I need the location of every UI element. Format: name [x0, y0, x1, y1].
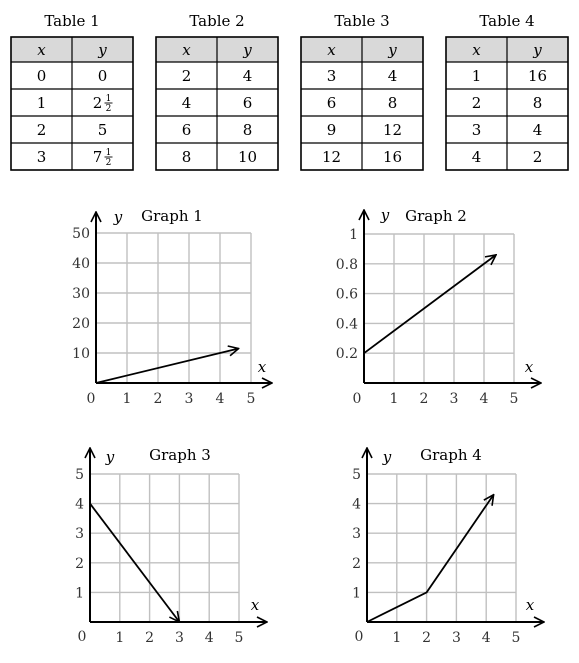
- origin-label: 0: [77, 629, 87, 645]
- y-tick-label: 5: [352, 467, 361, 483]
- table-cell-x: 6: [326, 94, 337, 112]
- y-tick-label: 0.8: [335, 256, 358, 273]
- y-tick-label: 3: [352, 526, 361, 543]
- table-cell-x: 3: [471, 121, 482, 139]
- y-tick-label: 2: [352, 555, 361, 572]
- table-cell-y: 4: [532, 121, 543, 139]
- table-cell-x: 1: [36, 94, 47, 112]
- table-cell-y: 10: [237, 148, 258, 166]
- y-tick-label: 4: [352, 496, 361, 513]
- mixed-whole: 2: [92, 94, 103, 112]
- y-tick-label: 0.6: [335, 286, 358, 303]
- table-1: [11, 12, 133, 170]
- x-tick-label: 1: [115, 630, 125, 646]
- y-tick-label: 20: [72, 316, 90, 332]
- table-cell-y: 4: [242, 67, 253, 85]
- x-tick-label: 4: [204, 630, 214, 646]
- x-tick-label: 5: [246, 391, 256, 407]
- x-axis-label: x: [524, 358, 534, 376]
- table-cell-y: 16: [527, 67, 548, 85]
- graph-1: [72, 207, 272, 407]
- y-tick-label: 1: [75, 585, 84, 602]
- y-tick-label: 1: [349, 227, 358, 243]
- x-tick-label: 2: [153, 391, 163, 407]
- table-cell-x: 2: [181, 67, 192, 85]
- y-tick-label: 0.2: [335, 346, 358, 363]
- table-cell-y: 8: [532, 94, 543, 112]
- graph-title: Graph 1: [141, 207, 203, 225]
- table-cell-x: 3: [326, 67, 337, 85]
- table-cell-y-mixed-number: [93, 148, 113, 168]
- table-title: Table 1: [44, 12, 100, 30]
- y-axis-label: y: [382, 448, 392, 466]
- x-tick-label: 3: [174, 630, 184, 646]
- table-cell-y: 4: [387, 67, 398, 85]
- x-tick-label: 1: [392, 630, 402, 646]
- x-tick-label: 2: [419, 391, 429, 407]
- table-header-y: y: [98, 41, 107, 59]
- table-title: Table 4: [479, 12, 535, 30]
- y-axis-label: y: [380, 206, 390, 224]
- table-header-x: x: [182, 41, 191, 59]
- graph-2: [336, 206, 541, 407]
- fraction-denominator: 2: [105, 104, 112, 114]
- table-title: Table 2: [189, 12, 245, 30]
- table-cell-y: 8: [387, 94, 398, 112]
- fraction-denominator: 2: [105, 158, 112, 168]
- grid: [90, 474, 239, 622]
- origin-label: 0: [354, 629, 364, 645]
- table-cell-y: 16: [382, 148, 403, 166]
- x-tick-label: 2: [145, 630, 155, 646]
- x-tick-label: 5: [511, 630, 521, 646]
- x-axis-label: x: [250, 596, 260, 614]
- y-tick-label: 2: [75, 555, 84, 572]
- x-tick-label: 3: [449, 391, 459, 407]
- origin-label: 0: [86, 391, 96, 407]
- y-tick-label: 0.4: [335, 316, 358, 333]
- table-cell-y: 5: [97, 121, 108, 139]
- table-cell-y: 8: [242, 121, 253, 139]
- y-tick-label: 5: [75, 467, 84, 483]
- x-tick-label: 5: [509, 391, 519, 407]
- table-cell-y-mixed-number: [93, 94, 113, 114]
- table-header-y: y: [243, 41, 252, 59]
- table-cell-x: 9: [326, 121, 337, 139]
- table-cell-x: 4: [471, 148, 482, 166]
- y-tick-label: 4: [75, 496, 84, 513]
- x-tick-label: 3: [184, 391, 194, 407]
- grid: [96, 233, 251, 383]
- table-cell-x: 2: [36, 121, 47, 139]
- graph-3: [75, 446, 267, 646]
- table-header-x: x: [37, 41, 46, 59]
- tables-layer: [11, 12, 568, 170]
- y-tick-label: 50: [72, 226, 90, 242]
- table-cell-y: 0: [97, 67, 108, 85]
- fraction-numerator: 1: [105, 94, 112, 104]
- table-cell-x: 12: [321, 148, 342, 166]
- table-4: [446, 12, 568, 170]
- table-cell-y: 12: [382, 121, 403, 139]
- table-cell-y: 2: [532, 148, 543, 166]
- table-cell-x: 4: [181, 94, 192, 112]
- y-tick-label: 10: [72, 346, 90, 362]
- y-tick-label: 40: [72, 256, 90, 272]
- table-cell-x: 0: [36, 67, 47, 85]
- x-tick-label: 3: [451, 630, 461, 646]
- origin-label: 0: [352, 391, 362, 407]
- x-tick-label: 4: [481, 630, 491, 646]
- table-3: [301, 12, 423, 170]
- y-tick-label: 3: [75, 526, 84, 543]
- table-header-x: x: [327, 41, 336, 59]
- table-cell-x: 3: [36, 148, 47, 166]
- x-tick-label: 4: [479, 391, 489, 407]
- x-axis-label: x: [257, 358, 267, 376]
- table-header-y: y: [533, 41, 542, 59]
- graph-title: Graph 3: [149, 446, 211, 464]
- table-cell-y: 6: [242, 94, 253, 112]
- table-title: Table 3: [334, 12, 390, 30]
- y-axis-label: y: [113, 208, 123, 226]
- graph-title: Graph 4: [420, 446, 482, 464]
- table-cell-x: 1: [471, 67, 482, 85]
- y-tick-label: 30: [72, 286, 90, 302]
- y-tick-label: 1: [352, 585, 361, 602]
- graph-4: [352, 446, 544, 646]
- graphs-layer: [72, 206, 544, 646]
- y-axis-label: y: [105, 448, 115, 466]
- table-2: [156, 12, 278, 170]
- table-header-x: x: [472, 41, 481, 59]
- data-line: [364, 255, 496, 353]
- graph-title: Graph 2: [405, 207, 467, 225]
- x-tick-label: 1: [122, 391, 132, 407]
- x-tick-label: 2: [422, 630, 432, 646]
- x-tick-label: 1: [389, 391, 399, 407]
- x-tick-label: 5: [234, 630, 244, 646]
- table-header-y: y: [388, 41, 397, 59]
- table-cell-x: 8: [181, 148, 192, 166]
- table-cell-x: 6: [181, 121, 192, 139]
- data-line: [367, 495, 494, 622]
- mixed-whole: 7: [92, 148, 103, 166]
- table-cell-x: 2: [471, 94, 482, 112]
- fraction-numerator: 1: [105, 148, 112, 158]
- x-axis-label: x: [525, 596, 535, 614]
- grid: [364, 234, 514, 383]
- x-tick-label: 4: [215, 391, 225, 407]
